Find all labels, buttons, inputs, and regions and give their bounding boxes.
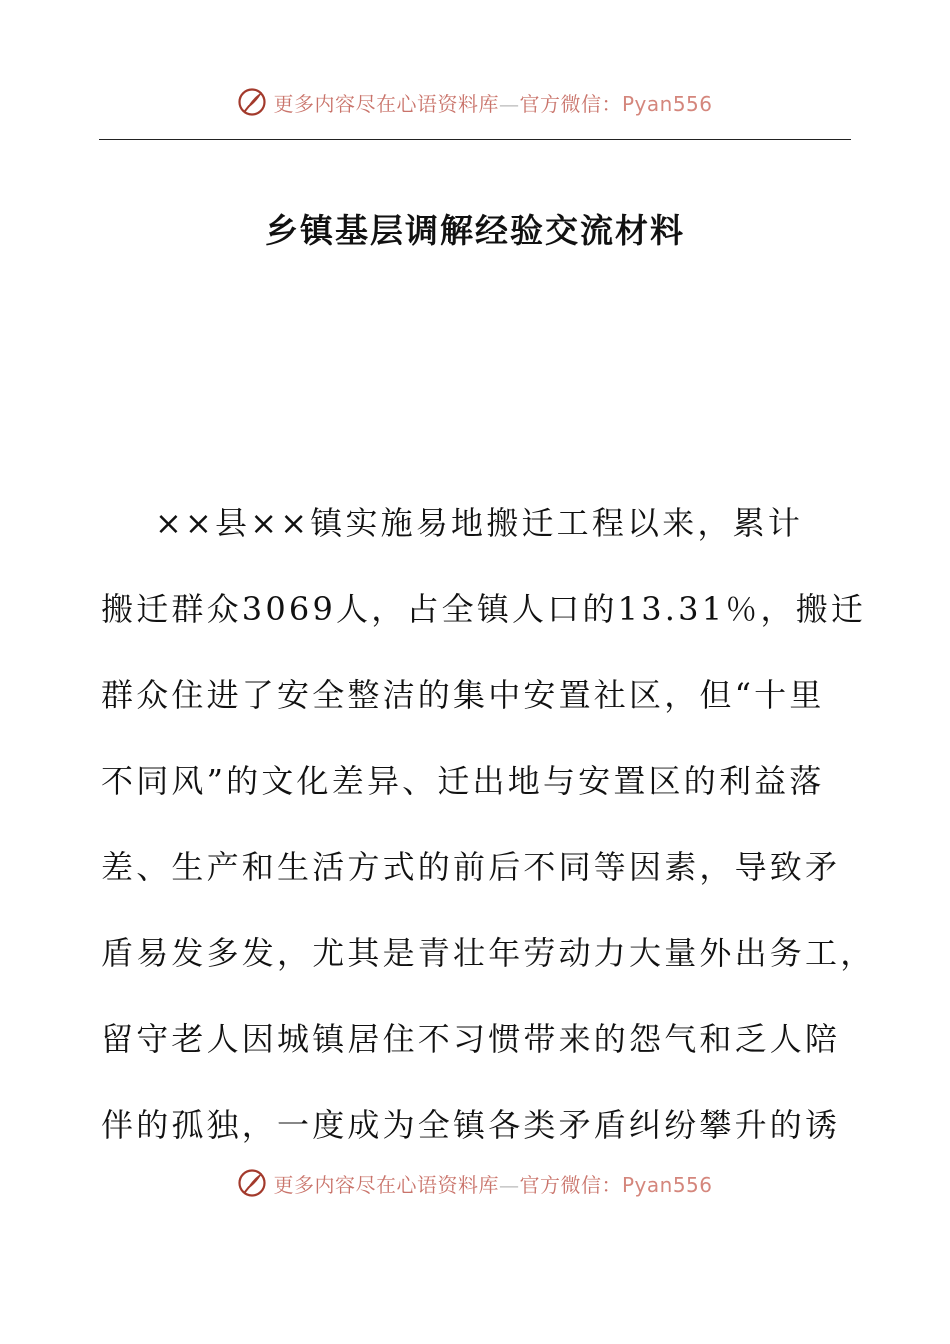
footer-banner bbox=[0, 1163, 950, 1203]
banner-separator: — bbox=[498, 91, 520, 116]
paragraph-line: 不同风”的文化差异、迁出地与安置区的利益落 bbox=[101, 762, 825, 800]
quill-pen-logo-icon bbox=[237, 1168, 267, 1198]
document-paragraph bbox=[101, 480, 876, 1168]
banner-wechat-id: Pyan556 bbox=[621, 1172, 713, 1197]
paragraph-line: 留守老人因城镇居住不习惯带来的怨气和乏人陪 bbox=[101, 1020, 841, 1058]
paragraph-line: 差、生产和生活方式的前后不同等因素，导致矛 bbox=[101, 848, 841, 886]
paragraph-line: 盾易发多发，尤其是青壮年劳动力大量外出务工， bbox=[101, 934, 876, 972]
banner-separator: — bbox=[498, 1172, 520, 1197]
header-banner bbox=[0, 82, 950, 122]
paragraph-line: ××县××镇实施易地搬迁工程以来，累计 bbox=[155, 504, 804, 542]
footer-banner-text bbox=[273, 1169, 712, 1198]
paragraph-line: 搬迁群众3069人，占全镇人口的13.31％，搬迁 bbox=[101, 590, 867, 628]
paragraph-line: 伴的孤独，一度成为全镇各类矛盾纠纷攀升的诱 bbox=[101, 1106, 841, 1144]
banner-main-text: 更多内容尽在心语资料库 bbox=[273, 91, 499, 116]
header-divider bbox=[99, 139, 851, 140]
paragraph-line: 群众住进了安全整洁的集中安置社区，但“十里 bbox=[101, 676, 825, 714]
quill-pen-logo-icon bbox=[237, 87, 267, 117]
banner-wechat-label: 官方微信： bbox=[519, 91, 622, 116]
banner-wechat-label: 官方微信： bbox=[519, 1172, 622, 1197]
banner-main-text: 更多内容尽在心语资料库 bbox=[273, 1172, 499, 1197]
header-banner-text bbox=[273, 88, 712, 117]
banner-wechat-id: Pyan556 bbox=[621, 91, 713, 116]
document-title: 乡镇基层调解经验交流材料 bbox=[265, 211, 685, 250]
